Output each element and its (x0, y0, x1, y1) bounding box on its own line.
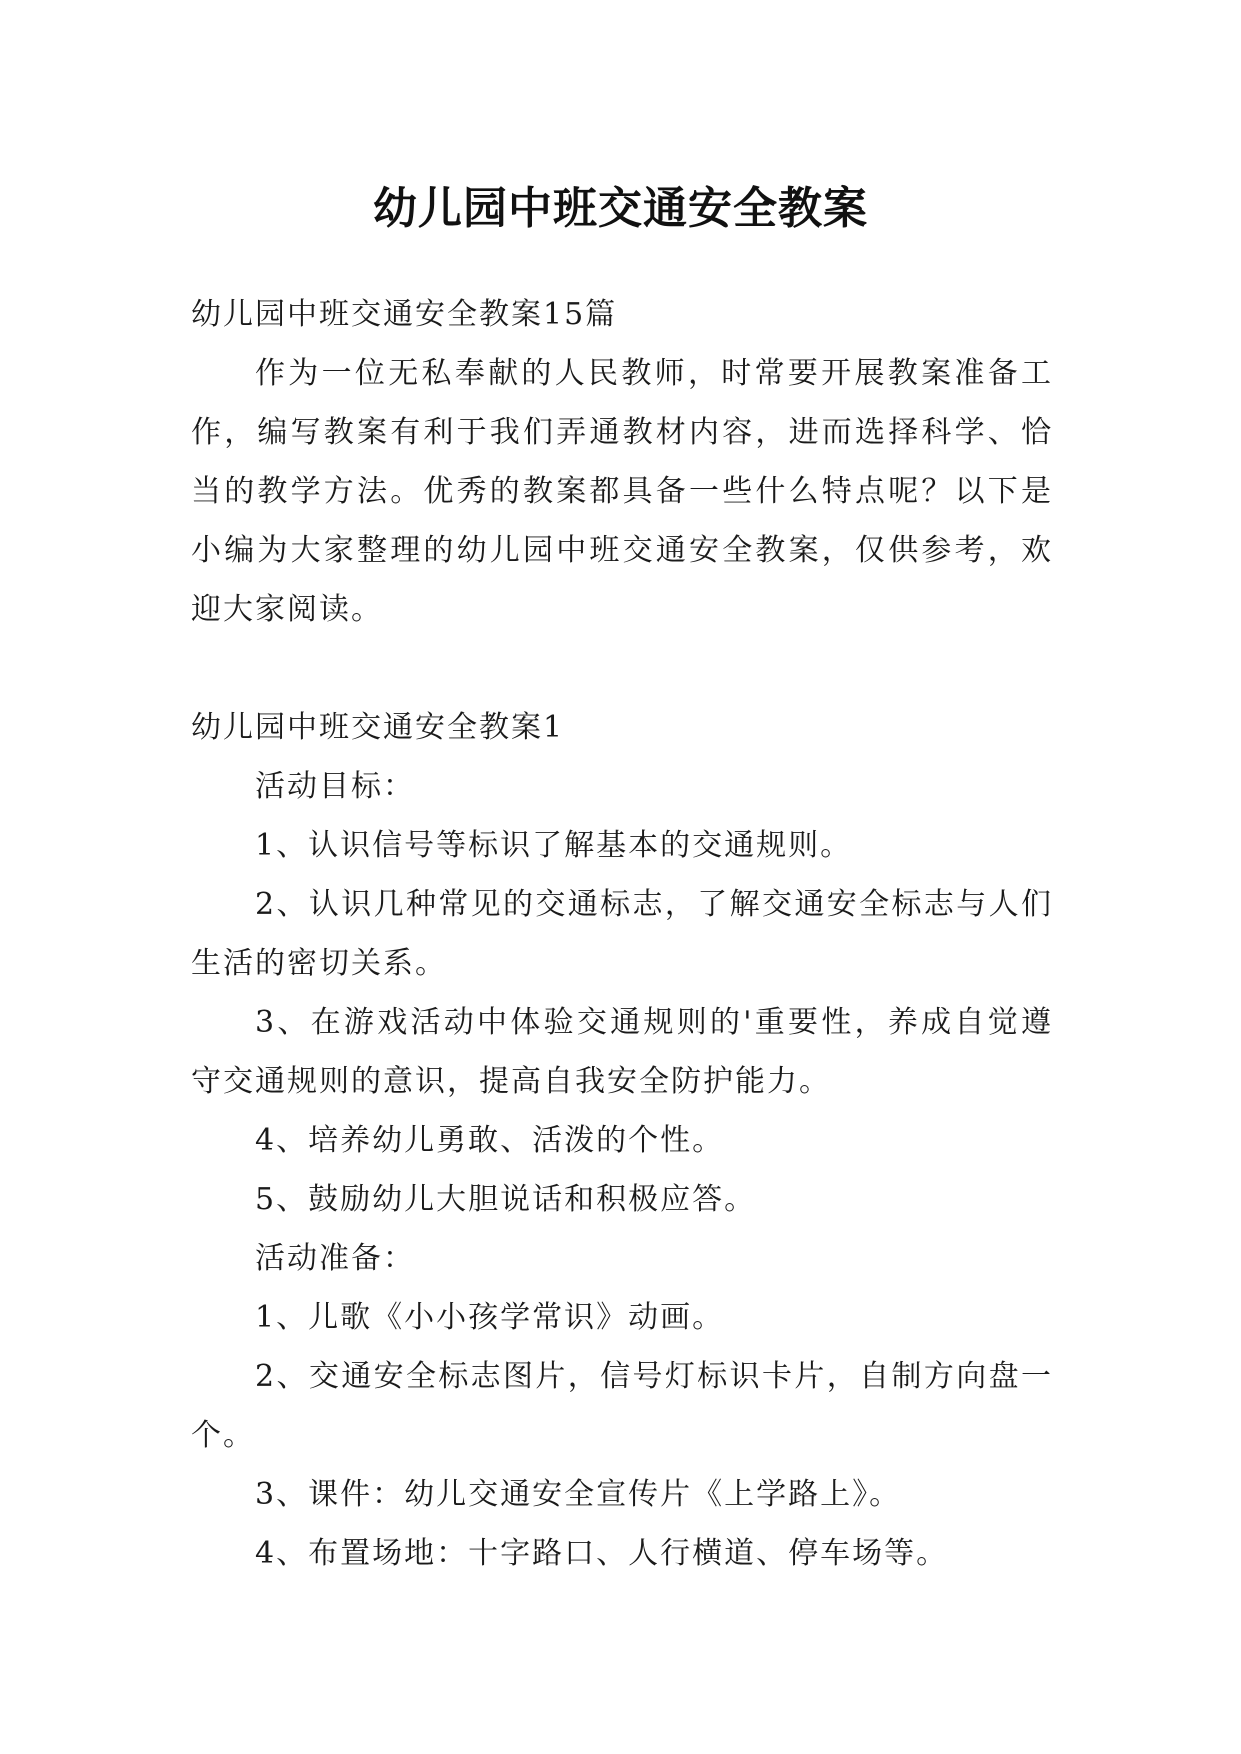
goal-item: 2、认识几种常见的交通标志，了解交通安全标志与人们生活的密切关系。 (191, 887, 1053, 981)
document-subtitle: 幼儿园中班交通安全教案15篇 (191, 297, 618, 332)
prep-item: 3、课件：幼儿交通安全宣传片《上学路上》。 (255, 1477, 902, 1512)
document-body (191, 285, 1053, 1583)
prep-item: 4、布置场地：十字路口、人行横道、停车场等。 (255, 1536, 949, 1571)
goal-item: 3、在游戏活动中体验交通规则的'重要性，养成自觉遵守交通规则的意识，提高自我安全防护能力。 (191, 1005, 1053, 1099)
goal-item: 5、鼓励幼儿大胆说话和积极应答。 (255, 1182, 757, 1217)
prep-item: 2、交通安全标志图片，信号灯标识卡片，自制方向盘一个。 (191, 1359, 1053, 1453)
section-heading: 幼儿园中班交通安全教案1 (191, 710, 565, 745)
goals-label: 活动目标： (255, 769, 415, 804)
goal-item: 4、培养幼儿勇敢、活泼的个性。 (255, 1123, 725, 1158)
prep-label: 活动准备： (255, 1241, 415, 1276)
intro-paragraph: 作为一位无私奉献的人民教师，时常要开展教案准备工作，编写教案有利于我们弄通教材内容，进而选择科学、恰当的教学方法。优秀的教案都具备一些什么特点呢？以下是小编为大家整理的幼儿园中班交通安全教案，仅供参考，欢迎大家阅读。 (191, 356, 1053, 627)
document-title: 幼儿园中班交通安全教案 (373, 183, 868, 235)
prep-item: 1、儿歌《小小孩学常识》动画。 (255, 1300, 725, 1335)
goal-item: 1、认识信号等标识了解基本的交通规则。 (255, 828, 853, 863)
